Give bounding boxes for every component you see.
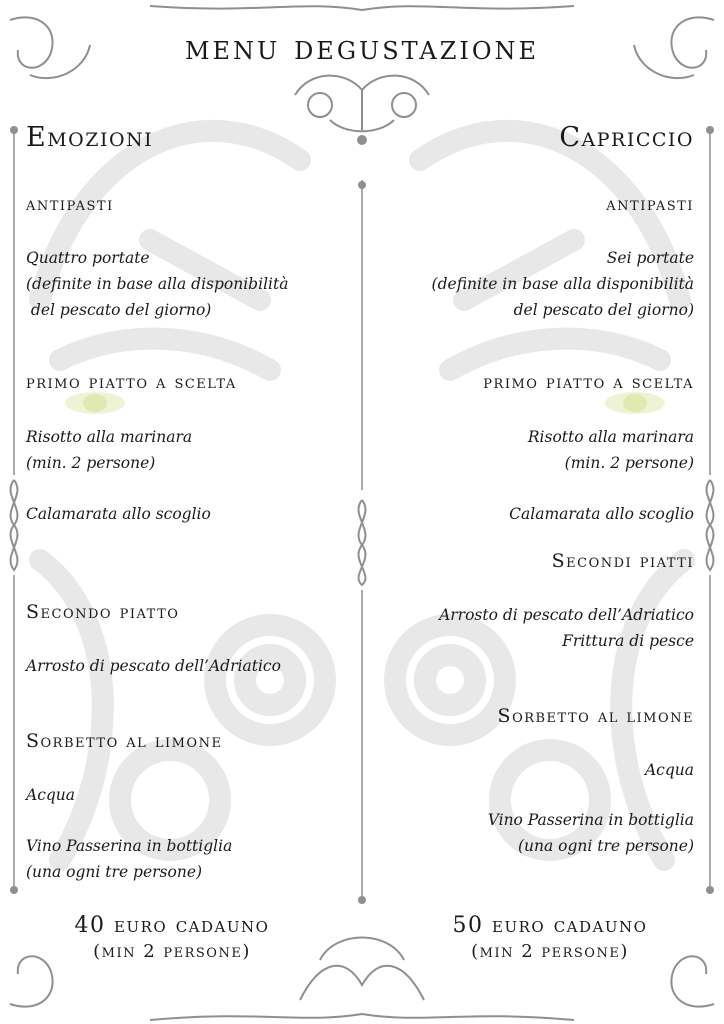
antipasti-line-left: del pescato del giorno) (26, 301, 212, 319)
vino-line-left: (una ogni tre persone) (26, 863, 203, 881)
menu-name-right: Capriccio (559, 122, 694, 153)
primo-heading-right: primo piatto a scelta (483, 371, 694, 393)
primo-line-left: Risotto alla marinara (26, 428, 193, 446)
acqua-left: Acqua (26, 786, 76, 804)
primo-line-left: (min. 2 persone) (26, 454, 156, 472)
primo-line-right: Risotto alla marinara (527, 428, 694, 446)
secondo-heading-left: Secondo piatto (26, 601, 180, 623)
price-note-right: (min 2 persone) (471, 941, 629, 962)
antipasti-heading-left: antipasti (26, 193, 114, 215)
primo-alt-left: Calamarata allo scoglio (26, 505, 211, 523)
antipasti-line-right: (definite in base alla disponibilità (431, 275, 694, 293)
sorbetto-heading-right: Sorbetto al limone (497, 705, 694, 727)
vino-line-right: Vino Passerina in bottiglia (487, 811, 694, 829)
antipasti-line-right: Sei portate (606, 249, 694, 267)
antipasti-line-left: (definite in base alla disponibilità (26, 275, 289, 293)
menu-name-left: Emozioni (26, 122, 154, 153)
antipasti-line-left: Quattro portate (26, 249, 150, 267)
price-amount-left: 40 euro cadauno (74, 913, 270, 938)
primo-alt-right: Calamarata allo scoglio (509, 505, 694, 523)
sorbetto-heading-left: Sorbetto al limone (26, 730, 223, 752)
secondi-heading-right: Secondi piatti (551, 550, 694, 572)
acqua-right: Acqua (644, 761, 694, 779)
price-note-left: (min 2 persone) (93, 941, 251, 962)
antipasti-line-right: del pescato del giorno) (513, 301, 694, 319)
watermark-eyes (65, 392, 665, 414)
primo-line-right: (min. 2 persone) (564, 454, 694, 472)
price-left (22, 913, 322, 965)
antipasti-heading-right: antipasti (606, 193, 694, 215)
secondo-line-left: Arrosto di pescato dell’Adriatico (26, 657, 281, 675)
primo-heading-left: primo piatto a scelta (26, 371, 237, 393)
vino-line-left: Vino Passerina in bottiglia (26, 837, 233, 855)
price-right (400, 913, 700, 965)
price-amount-right: 50 euro cadauno (452, 913, 648, 938)
page-title: menu degustazione (184, 28, 540, 68)
secondi-line-right: Frittura di pesce (562, 632, 694, 650)
secondi-line-right: Arrosto di pescato dell’Adriatico (439, 606, 694, 624)
vino-line-right: (una ogni tre persone) (517, 837, 694, 855)
